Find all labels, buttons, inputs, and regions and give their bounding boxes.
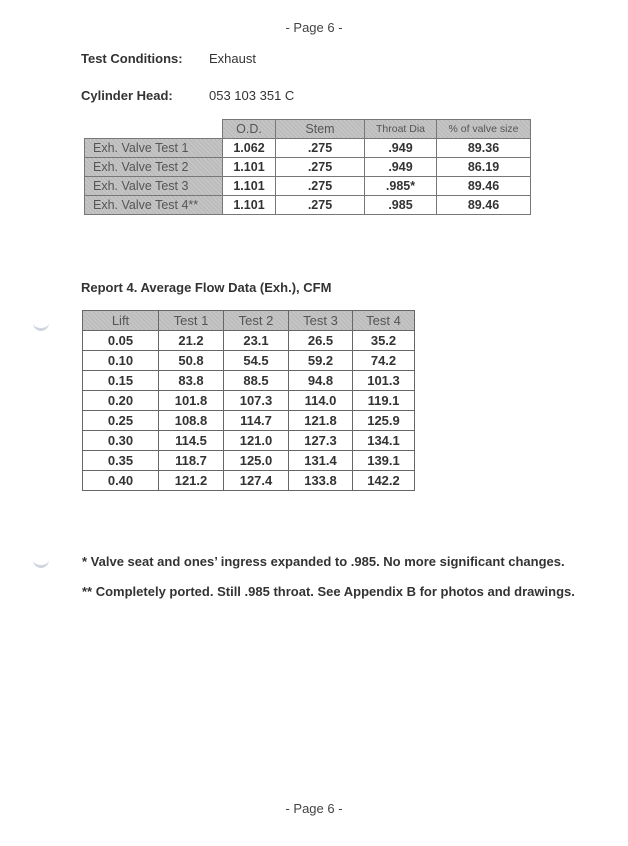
- column-header: Lift: [83, 311, 159, 331]
- column-header: Throat Dia: [365, 120, 437, 139]
- table-cell: 26.5: [289, 331, 353, 351]
- valve-dimensions-table: [84, 119, 531, 215]
- table-cell: 1.101: [223, 177, 276, 196]
- table-cell: 0.05: [83, 331, 159, 351]
- table-cell: 59.2: [289, 351, 353, 371]
- row-header: Exh. Valve Test 1: [85, 139, 223, 158]
- table-cell: .985*: [365, 177, 437, 196]
- table-cell: 74.2: [353, 351, 415, 371]
- table-cell: 0.15: [83, 371, 159, 391]
- table-row: [83, 471, 415, 491]
- table-cell: 21.2: [159, 331, 224, 351]
- page-number-footer: - Page 6 -: [285, 801, 343, 816]
- table-corner: [85, 120, 223, 139]
- cylinder-head-label: Cylinder Head:: [81, 88, 173, 103]
- table-cell: 108.8: [159, 411, 224, 431]
- table-cell: 50.8: [159, 351, 224, 371]
- test-conditions-label: Test Conditions:: [81, 51, 183, 66]
- table-cell: 88.5: [224, 371, 289, 391]
- table-cell: 35.2: [353, 331, 415, 351]
- table-cell: .275: [276, 158, 365, 177]
- table-cell: 121.8: [289, 411, 353, 431]
- column-header: Test 2: [224, 311, 289, 331]
- table-cell: .275: [276, 196, 365, 215]
- punch-hole-mark: [33, 557, 49, 568]
- report-title: Report 4. Average Flow Data (Exh.), CFM: [81, 280, 332, 295]
- table-cell: 107.3: [224, 391, 289, 411]
- column-header: % of valve size: [437, 120, 531, 139]
- cylinder-head-value: 053 103 351 C: [209, 88, 295, 103]
- column-header: Stem: [276, 120, 365, 139]
- column-header: Test 3: [289, 311, 353, 331]
- table-cell: 114.7: [224, 411, 289, 431]
- table-header-row: [83, 311, 415, 331]
- table-cell: 89.36: [437, 139, 531, 158]
- table-cell: 0.25: [83, 411, 159, 431]
- footnote-1: * Valve seat and ones’ ingress expanded to .985. No more significant changes.: [82, 554, 565, 569]
- table-cell: .985: [365, 196, 437, 215]
- table-cell: 131.4: [289, 451, 353, 471]
- table-header-row: [85, 120, 531, 139]
- table-row: [83, 451, 415, 471]
- row-header: Exh. Valve Test 4**: [85, 196, 223, 215]
- table-cell: 1.062: [223, 139, 276, 158]
- table-cell: 54.5: [224, 351, 289, 371]
- table-cell: 89.46: [437, 196, 531, 215]
- table-cell: 0.10: [83, 351, 159, 371]
- table-cell: 0.20: [83, 391, 159, 411]
- table-row: [85, 158, 531, 177]
- punch-hole-mark: [33, 320, 49, 331]
- table-cell: 0.40: [83, 471, 159, 491]
- table-row: [85, 139, 531, 158]
- table-cell: 83.8: [159, 371, 224, 391]
- page-number-header: - Page 6 -: [285, 20, 343, 35]
- column-header: O.D.: [223, 120, 276, 139]
- table-cell: 139.1: [353, 451, 415, 471]
- column-header: Test 1: [159, 311, 224, 331]
- table-row: [83, 431, 415, 451]
- table-cell: .949: [365, 158, 437, 177]
- table-row: [85, 177, 531, 196]
- table-row: [85, 196, 531, 215]
- table-cell: 1.101: [223, 158, 276, 177]
- table-cell: 86.19: [437, 158, 531, 177]
- table-cell: 118.7: [159, 451, 224, 471]
- table-row: [83, 371, 415, 391]
- table-cell: 121.2: [159, 471, 224, 491]
- table-cell: 114.0: [289, 391, 353, 411]
- test-conditions-value: Exhaust: [209, 51, 256, 66]
- table-cell: 125.0: [224, 451, 289, 471]
- table-row: [83, 331, 415, 351]
- row-header: Exh. Valve Test 2: [85, 158, 223, 177]
- row-header: Exh. Valve Test 3: [85, 177, 223, 196]
- table-cell: 142.2: [353, 471, 415, 491]
- table-cell: .949: [365, 139, 437, 158]
- table-cell: 127.4: [224, 471, 289, 491]
- table-cell: 23.1: [224, 331, 289, 351]
- column-header: Test 4: [353, 311, 415, 331]
- table-cell: 134.1: [353, 431, 415, 451]
- table-cell: 119.1: [353, 391, 415, 411]
- table-row: [83, 411, 415, 431]
- table-cell: 121.0: [224, 431, 289, 451]
- table-cell: 133.8: [289, 471, 353, 491]
- table-cell: 101.3: [353, 371, 415, 391]
- footnote-2: ** Completely ported. Still .985 throat. See Appendix B for photos and drawings.: [82, 584, 575, 599]
- table-row: [83, 351, 415, 371]
- table-cell: 114.5: [159, 431, 224, 451]
- flow-data-table: [82, 310, 415, 491]
- table-cell: 127.3: [289, 431, 353, 451]
- table-cell: 94.8: [289, 371, 353, 391]
- table-cell: 0.30: [83, 431, 159, 451]
- table-cell: .275: [276, 177, 365, 196]
- table-row: [83, 391, 415, 411]
- table-cell: .275: [276, 139, 365, 158]
- table-cell: 125.9: [353, 411, 415, 431]
- table-cell: 0.35: [83, 451, 159, 471]
- table-cell: 1.101: [223, 196, 276, 215]
- table-cell: 89.46: [437, 177, 531, 196]
- table-cell: 101.8: [159, 391, 224, 411]
